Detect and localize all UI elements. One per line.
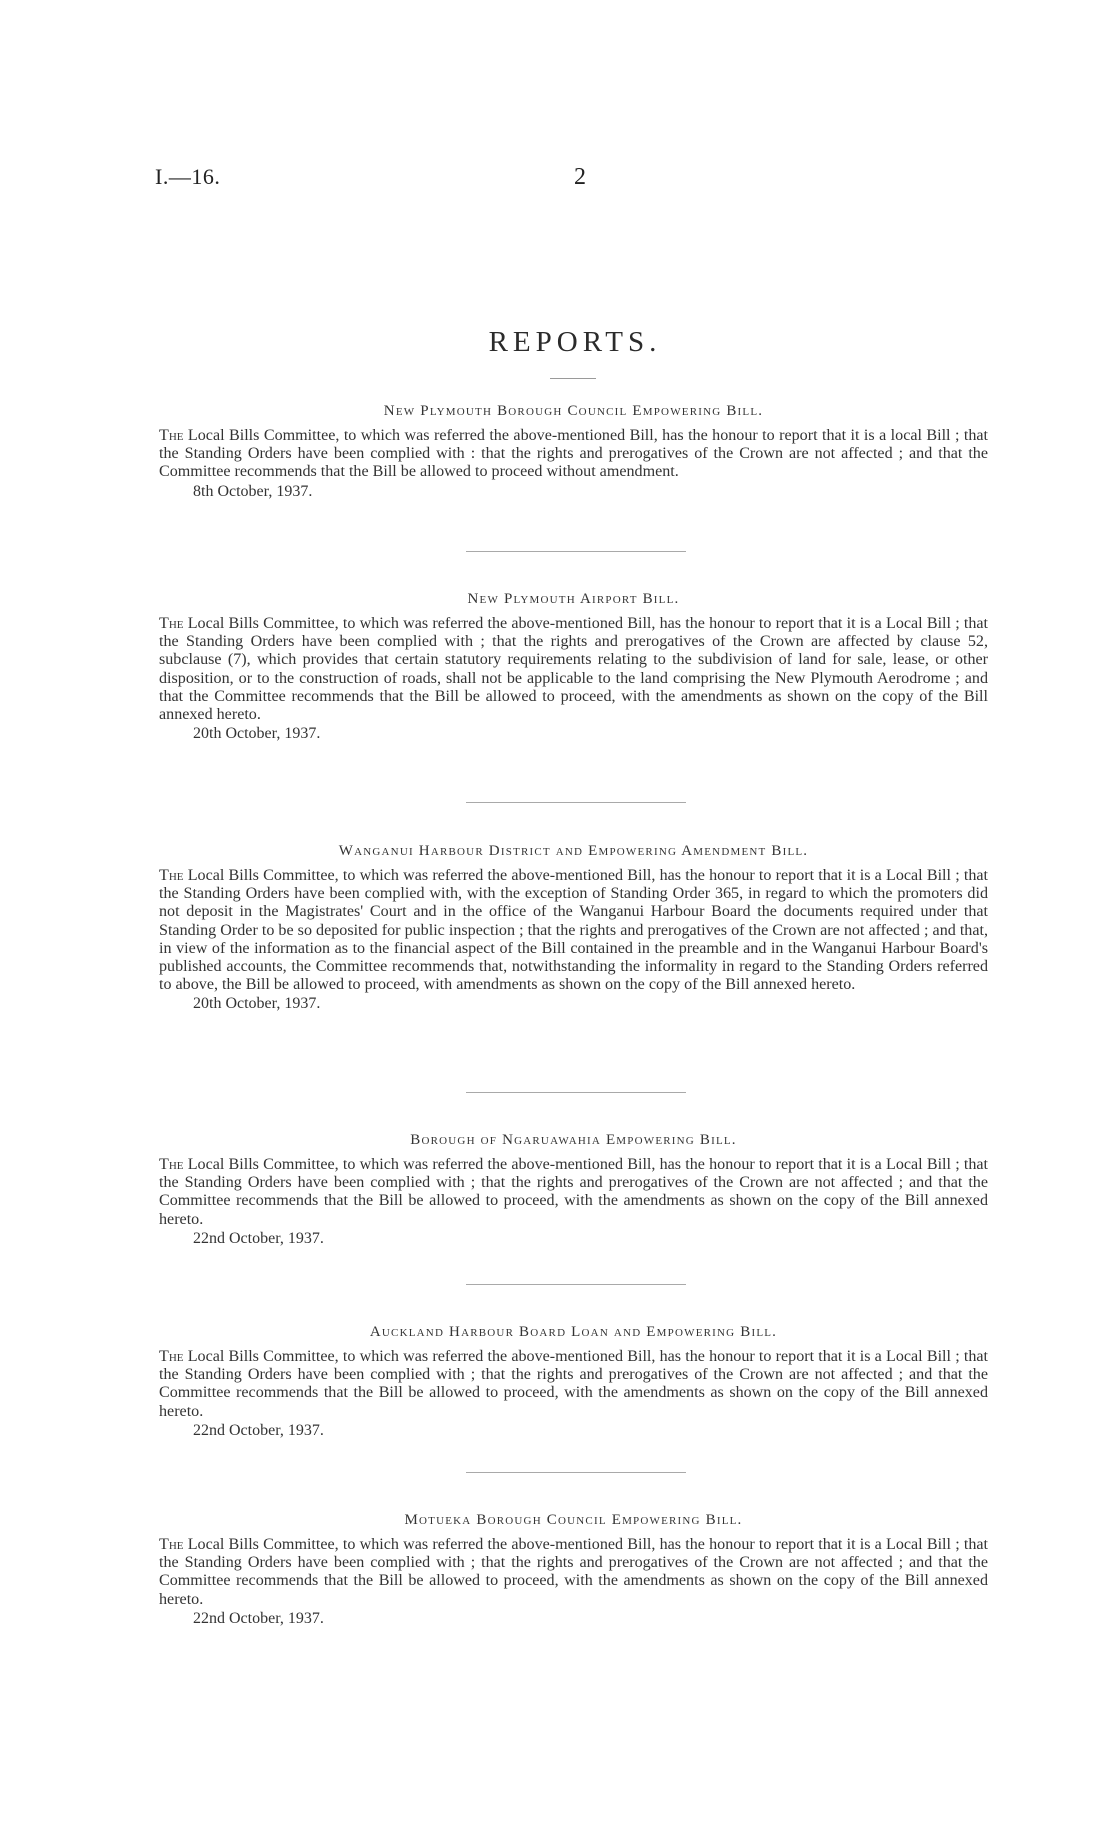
- report-section: [159, 589, 988, 743]
- report-body: [159, 1348, 988, 1421]
- section-divider: [466, 1092, 686, 1093]
- bill-title: Wanganui Harbour District and Empowering Amendment Bill.: [338, 843, 809, 859]
- report-date: 22nd October, 1937.: [193, 1229, 324, 1247]
- bill-title: Auckland Harbour Board Loan and Empowering Bill.: [369, 1324, 778, 1340]
- paper-reference: I.—16.: [155, 164, 221, 189]
- report-text: Local Bills Committee, to which was referred the above-mentioned Bill, has the honour to report that it is a local Bill ; that the Standing Orders have been complied with : that the rights and prerogatives of the Crown are not affected ; and that the Committee recommends that the Bill be allowed to proceed without amendment.: [159, 427, 988, 481]
- report-text: Local Bills Committee, to which was referred the above-mentioned Bill, has the honour to report that it is a Local Bill ; that the Standing Orders have been complied with ; that the rights and prerogatives of the Crown are not affected ; and that the Committee recommends that the Bill be allowed to proceed, with the amendments as shown on the copy of the Bill annexed hereto.: [159, 1536, 988, 1608]
- report-text: Local Bills Committee, to which was referred the above-mentioned Bill, has the honour to report that it is a Local Bill ; that the Standing Orders have been complied with ; that the rights and prerogatives of the Crown are not affected ; and that the Committee recommends that the Bill be allowed to proceed, with the amendments as shown on the copy of the Bill annexed hereto.: [159, 1156, 988, 1228]
- report-lead-word: The: [159, 1156, 184, 1173]
- report-lead-word: The: [159, 1536, 184, 1553]
- report-body: [159, 1536, 988, 1609]
- report-body: [159, 427, 988, 482]
- report-body: [159, 1156, 988, 1229]
- report-section: [159, 1322, 988, 1440]
- section-divider: [466, 1472, 686, 1473]
- title-rule: [550, 378, 596, 379]
- report-section: [159, 1130, 988, 1248]
- bill-title: Motueka Borough Council Empowering Bill.: [404, 1512, 743, 1528]
- report-text: Local Bills Committee, to which was referred the above-mentioned Bill, has the honour to report that it is a Local Bill ; that the Standing Orders have been complied with, with the exception of Standing Order 365, in regard to which the promoters did not deposit in the Magistrates' Court and in the office of the Wanganui Harbour Board the documents required under that Standing Order to be so deposited for public inspection ; that the rights and prerogatives of the Crown are not affected ; and that, in view of the information as to the financial aspect of the Bill contained in the preamble and in the Wanganui Harbour Board's published accounts, the Committee recommends that, notwithstanding the informality in regard to the Standing Orders referred to above, the Bill be allowed to proceed, with amendments as shown on the copy of the Bill annexed hereto.: [159, 867, 988, 994]
- report-section: [159, 841, 988, 1013]
- report-lead-word: The: [159, 427, 184, 444]
- report-text: Local Bills Committee, to which was referred the above-mentioned Bill, has the honour to report that it is a Local Bill ; that the Standing Orders have been complied with ; that the rights and prerogatives of the Crown are not affected ; and that the Committee recommends that the Bill be allowed to proceed, with the amendments as shown on the copy of the Bill annexed hereto.: [159, 1348, 988, 1420]
- section-divider: [466, 551, 686, 552]
- bill-title: New Plymouth Airport Bill.: [467, 591, 680, 607]
- report-date: 22nd October, 1937.: [193, 1609, 324, 1627]
- report-body: [159, 867, 988, 994]
- report-lead-word: The: [159, 867, 184, 884]
- reports-heading: REPORTS.: [488, 326, 662, 358]
- page-number: 2: [574, 164, 586, 190]
- report-section: [159, 401, 988, 501]
- report-date: 8th October, 1937.: [193, 482, 313, 500]
- report-body: [159, 615, 988, 724]
- bill-title: New Plymouth Borough Council Empowering Bill.: [383, 403, 764, 419]
- report-text: Local Bills Committee, to which was referred the above-mentioned Bill, has the honour to report that it is a Local Bill ; that the Standing Orders have been complied with ; that the rights and prerogatives of the Crown are affected by clause 52, subclause (7), which provides that certain statutory requirements relating to the subdivision of land for sale, lease, or other disposition, or to the construction of roads, shall not be applicable to the land comprising the New Plymouth Aerodrome ; and that the Committee recommends that the Bill be allowed to proceed, with the amendments as shown on the copy of the Bill annexed hereto.: [159, 615, 988, 724]
- report-lead-word: The: [159, 615, 184, 632]
- report-date: 20th October, 1937.: [193, 995, 321, 1013]
- section-divider: [466, 1284, 686, 1285]
- report-lead-word: The: [159, 1348, 184, 1365]
- report-date: 22nd October, 1937.: [193, 1421, 324, 1439]
- bill-title: Borough of Ngaruawahia Empowering Bill.: [410, 1132, 737, 1148]
- section-divider: [466, 802, 686, 803]
- report-section: [159, 1510, 988, 1628]
- report-date: 20th October, 1937.: [193, 725, 321, 743]
